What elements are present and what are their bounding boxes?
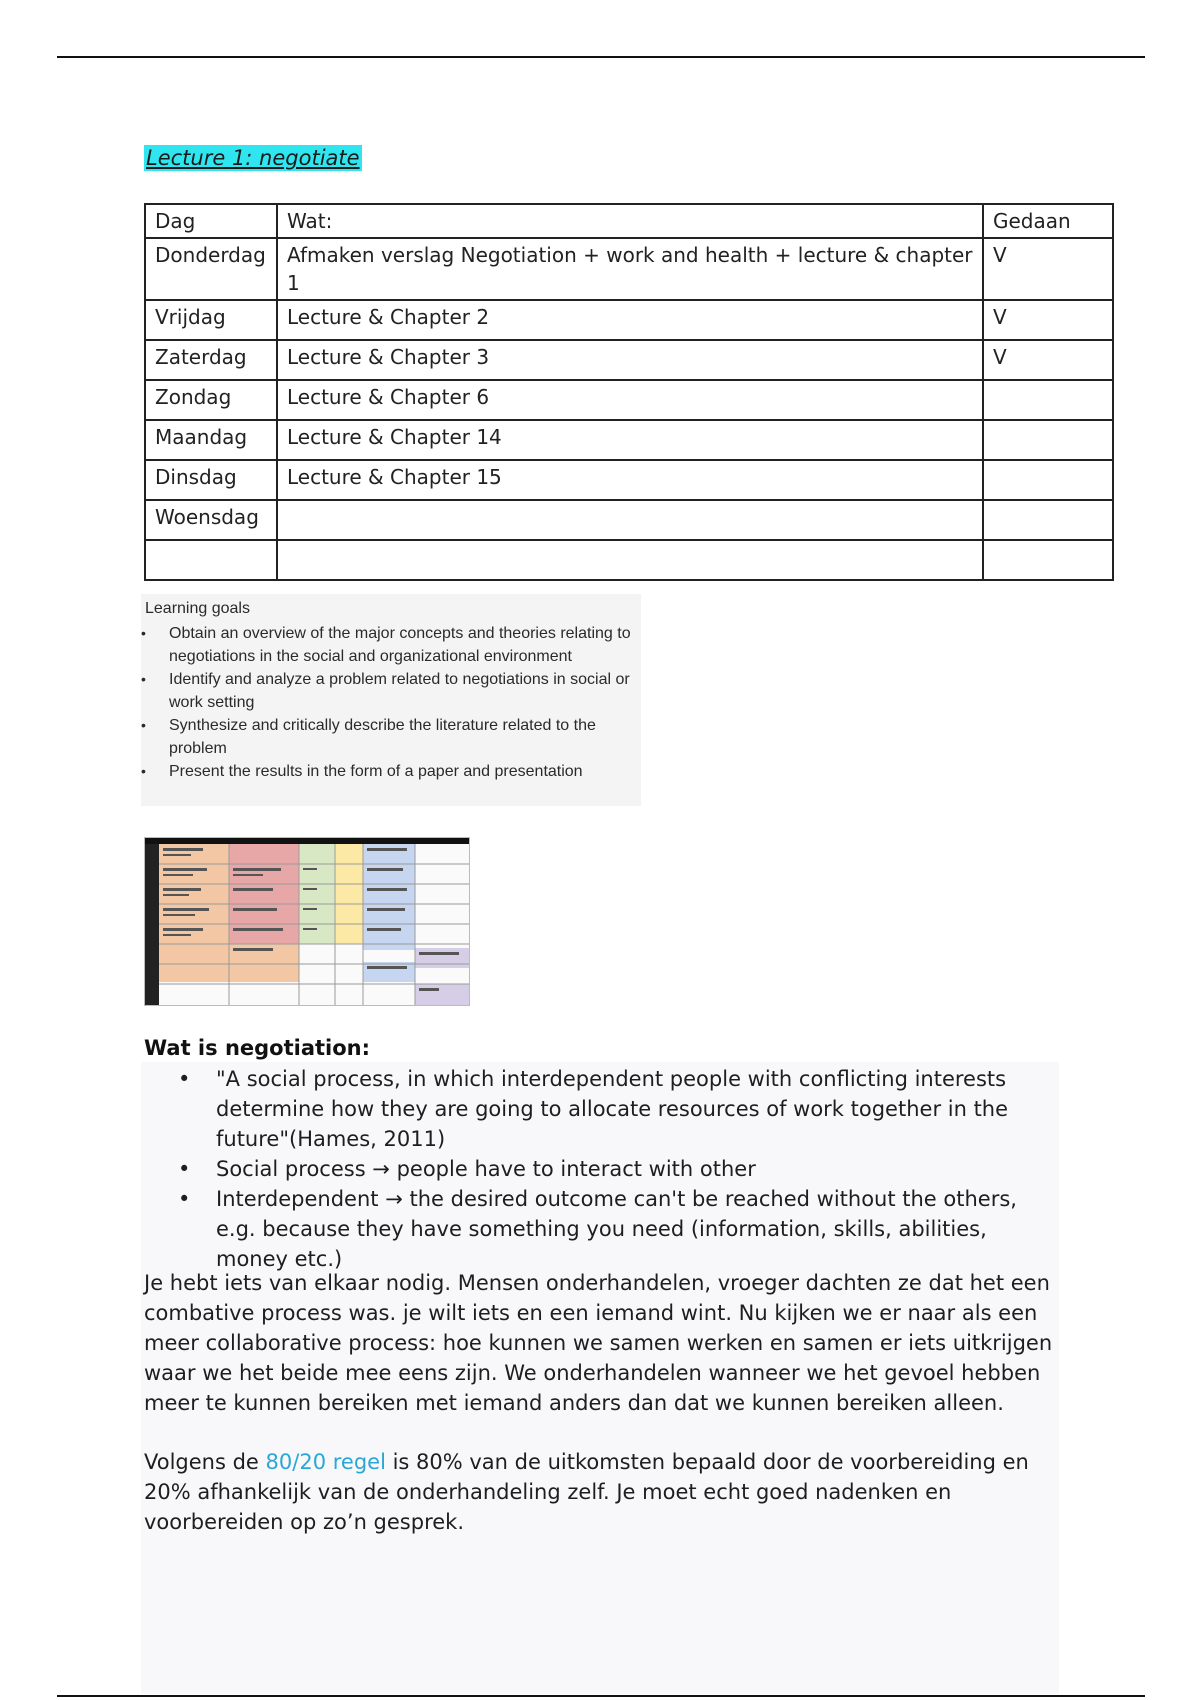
schedule-thumbnail-graphic: [145, 838, 469, 1005]
header-done: Gedaan: [983, 204, 1113, 238]
row-day: Dinsdag: [145, 460, 277, 500]
bullet-icon: •: [141, 625, 146, 641]
list-item: [170, 1154, 1050, 1184]
row-done: V: [983, 238, 1113, 300]
table-row: [145, 540, 1113, 580]
point-text: Social process → people have to interact with other: [216, 1157, 756, 1181]
table-row: [145, 500, 1113, 540]
row-day: Zondag: [145, 380, 277, 420]
table-row: [145, 460, 1113, 500]
row-done: [983, 460, 1113, 500]
planner-table: [144, 203, 1114, 581]
row-day: Maandag: [145, 420, 277, 460]
table-row: [145, 340, 1113, 380]
row-done: V: [983, 340, 1113, 380]
table-row: [145, 380, 1113, 420]
row-what: Lecture & Chapter 3: [277, 340, 983, 380]
point-text: Interdependent → the desired outcome can't be reached without the others, e.g. because they have something you need (information, skills, abilities, money etc.): [216, 1187, 1017, 1271]
table-row: [145, 238, 1113, 300]
row-what: [277, 500, 983, 540]
planner-header-row: [145, 204, 1113, 238]
list-item: [170, 1184, 1050, 1274]
row-day: Woensdag: [145, 500, 277, 540]
bullet-icon: •: [141, 763, 146, 779]
paragraph-80-20-before: Volgens de: [144, 1450, 266, 1474]
paragraph-80-20-after: is 80% van de uitkomsten bepaald door de voorbereiding en 20% afhankelijk van de onderhandeling zelf. Je moet echt goed nadenken en voorbereiden op zo’n gesprek.: [144, 1450, 1029, 1534]
learning-goals-image: [141, 594, 641, 806]
row-done: V: [983, 300, 1113, 340]
row-day: Donderdag: [145, 238, 277, 300]
bullet-icon: •: [178, 1157, 191, 1181]
row-what: Lecture & Chapter 2: [277, 300, 983, 340]
goal-text: Identify and analyze a problem related to negotiations in social or work setting: [169, 671, 630, 711]
goal-text: Present the results in the form of a paper and presentation: [169, 763, 583, 780]
goal-text: Obtain an overview of the major concepts and theories relating to negotiations in the social and organizational environment: [169, 625, 631, 665]
row-what: [277, 540, 983, 580]
header-rule: [57, 56, 1145, 58]
point-text: "A social process, in which interdependent people with conflicting interests determine how they are going to allocate resources of work together in the future"(Hames, 2011): [216, 1067, 1009, 1151]
list-item: [141, 760, 641, 783]
row-done: [983, 500, 1113, 540]
table-row: [145, 300, 1113, 340]
lecture-title: Lecture 1: negotiate: [146, 146, 360, 170]
row-done: [983, 540, 1113, 580]
paragraph-80-20: [144, 1447, 1064, 1537]
schedule-thumbnail-image: [144, 837, 470, 1006]
row-done: [983, 420, 1113, 460]
list-item: [141, 714, 641, 760]
list-item: [141, 668, 641, 714]
bullet-icon: •: [141, 717, 146, 733]
table-row: [145, 420, 1113, 460]
row-what: Lecture & Chapter 14: [277, 420, 983, 460]
list-item: [170, 1064, 1050, 1154]
footer-rule: [57, 1695, 1145, 1697]
bullet-icon: •: [141, 671, 146, 687]
learning-goals-title: Learning goals: [145, 600, 250, 617]
row-day: Zaterdag: [145, 340, 277, 380]
row-what: Lecture & Chapter 6: [277, 380, 983, 420]
row-what: Lecture & Chapter 15: [277, 460, 983, 500]
negotiation-definition-list: [170, 1064, 1050, 1274]
row-day: [145, 540, 277, 580]
section-title: Wat is negotiation:: [144, 1036, 371, 1060]
paragraph-collaboration: Je hebt iets van elkaar nodig. Mensen onderhandelen, vroeger dachten ze dat het een combative process was. je wilt iets en een iemand wint. Nu kijken we er naar als een meer collaborative process: hoe kunnen we samen werken en samen er iets uitkrijgen waar we het beide mee eens zijn. We onderhandelen wanneer we het gevoel hebben meer te kunnen bereiken met iemand anders dan dat we kunnen bereiken alleen.: [144, 1271, 1053, 1415]
row-day: Vrijdag: [145, 300, 277, 340]
row-done: [983, 380, 1113, 420]
list-item: [141, 622, 641, 668]
learning-goals-list: [141, 622, 641, 783]
header-what: Wat:: [277, 204, 983, 238]
bullet-icon: •: [178, 1187, 191, 1211]
bullet-icon: •: [178, 1067, 191, 1091]
header-day: Dag: [145, 204, 277, 238]
row-what: Afmaken verslag Negotiation + work and health + lecture & chapter 1: [277, 238, 983, 300]
80-20-rule-highlight: 80/20 regel: [265, 1450, 386, 1474]
goal-text: Synthesize and critically describe the literature related to the problem: [169, 717, 596, 757]
